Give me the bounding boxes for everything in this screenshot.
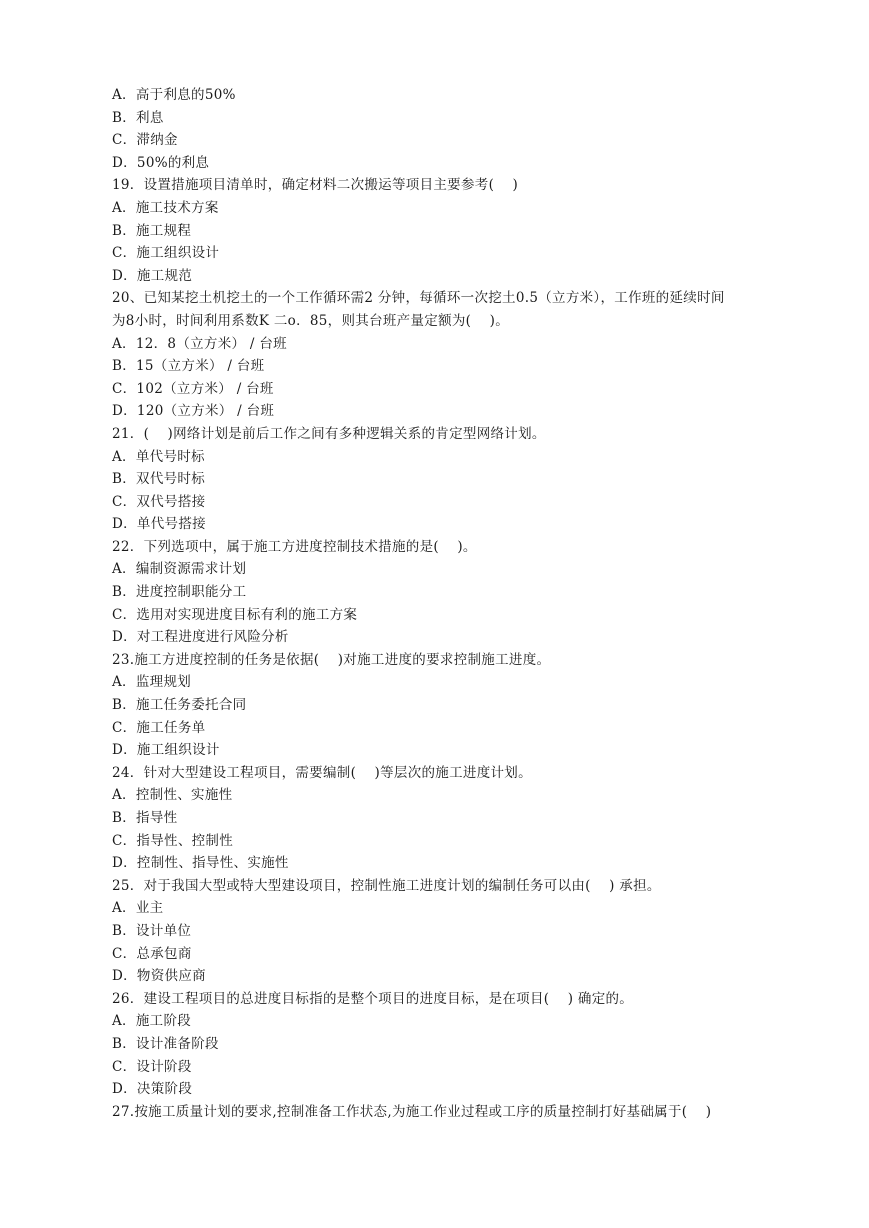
option-line: B．设计准备阶段 <box>112 1035 219 1052</box>
option-line: C．滞纳金 <box>112 132 178 149</box>
option-line: B．利息 <box>112 109 164 126</box>
question-25: 25．对于我国大型或特大型建设项目，控制性施工进度计划的编制任务可以由( ) 承担。 <box>112 877 661 894</box>
option-line: D．对工程进度进行风险分析 <box>112 629 289 646</box>
option-line: C．指导性、控制性 <box>112 832 234 849</box>
option-line: D．控制性、指导性、实施性 <box>112 855 289 872</box>
option-line: D．施工规范 <box>112 267 193 284</box>
option-line: B．施工任务委托合同 <box>112 697 247 714</box>
document-page <box>112 84 802 1123</box>
option-line: D．50%的利息 <box>112 154 210 171</box>
option-line: D．单代号搭接 <box>112 516 206 533</box>
option-line: C．选用对实现进度目标有利的施工方案 <box>112 606 358 623</box>
question-23: 23.施工方进度控制的任务是依据( )对施工进度的要求控制施工进度。 <box>112 651 551 668</box>
option-line: D．120（立方米） / 台班 <box>112 403 275 420</box>
option-line: A．高于利息的50% <box>112 87 236 103</box>
option-line: C．施工任务单 <box>112 719 206 736</box>
option-line: C．总承包商 <box>112 945 192 962</box>
option-line: D．物资供应商 <box>112 968 206 985</box>
option-line: B．施工规程 <box>112 222 192 239</box>
option-line: B．15（立方米） / 台班 <box>112 358 265 375</box>
question-20-line-1: 20、已知某挖土机挖土的一个工作循环需2 分钟，每循环一次挖土0.5（立方米），工作班的延续时间 <box>112 290 725 307</box>
option-line: C．102（立方米） / 台班 <box>112 380 274 397</box>
question-21: 21．( )网络计划是前后工作之间有多种逻辑关系的肯定型网络计划。 <box>112 425 546 442</box>
question-27: 27.按施工质量计划的要求,控制准备工作状态,为施工作业过程或工序的质量控制打好基础属于( ) <box>112 1103 712 1120</box>
option-line: A．施工技术方案 <box>112 199 219 216</box>
question-26: 26．建设工程项目的总进度目标指的是整个项目的进度目标，是在项目( ) 确定的。 <box>112 990 634 1007</box>
option-line: B．设计单位 <box>112 922 192 939</box>
question-19: 19．设置措施项目清单时，确定材料二次搬运等项目主要参考( ) <box>112 177 519 194</box>
option-line: D．施工组织设计 <box>112 742 220 759</box>
option-line: B．进度控制职能分工 <box>112 584 247 601</box>
option-line: B．双代号时标 <box>112 471 206 488</box>
option-line: A．12．8（立方米） / 台班 <box>112 335 287 352</box>
question-24: 24．针对大型建设工程项目，需要编制( )等层次的施工进度计划。 <box>112 764 532 781</box>
option-line: A．业主 <box>112 900 164 917</box>
option-line: A．监理规划 <box>112 674 192 691</box>
option-line: D．决策阶段 <box>112 1081 193 1098</box>
option-line: A．控制性、实施性 <box>112 787 233 804</box>
question-20-line-2: 为8小时，时间利用系数K 二o．85，则其台班产量定额为( )。 <box>112 312 509 329</box>
option-line: C．设计阶段 <box>112 1058 192 1075</box>
option-line: A．施工阶段 <box>112 1013 192 1030</box>
option-line: C．施工组织设计 <box>112 245 220 262</box>
option-line: A．单代号时标 <box>112 448 205 465</box>
option-line: B．指导性 <box>112 810 178 826</box>
question-22: 22．下列选项中，属于施工方进度控制技术措施的是( )。 <box>112 538 477 555</box>
option-line: C．双代号搭接 <box>112 493 206 510</box>
option-line: A．编制资源需求计划 <box>112 561 247 578</box>
